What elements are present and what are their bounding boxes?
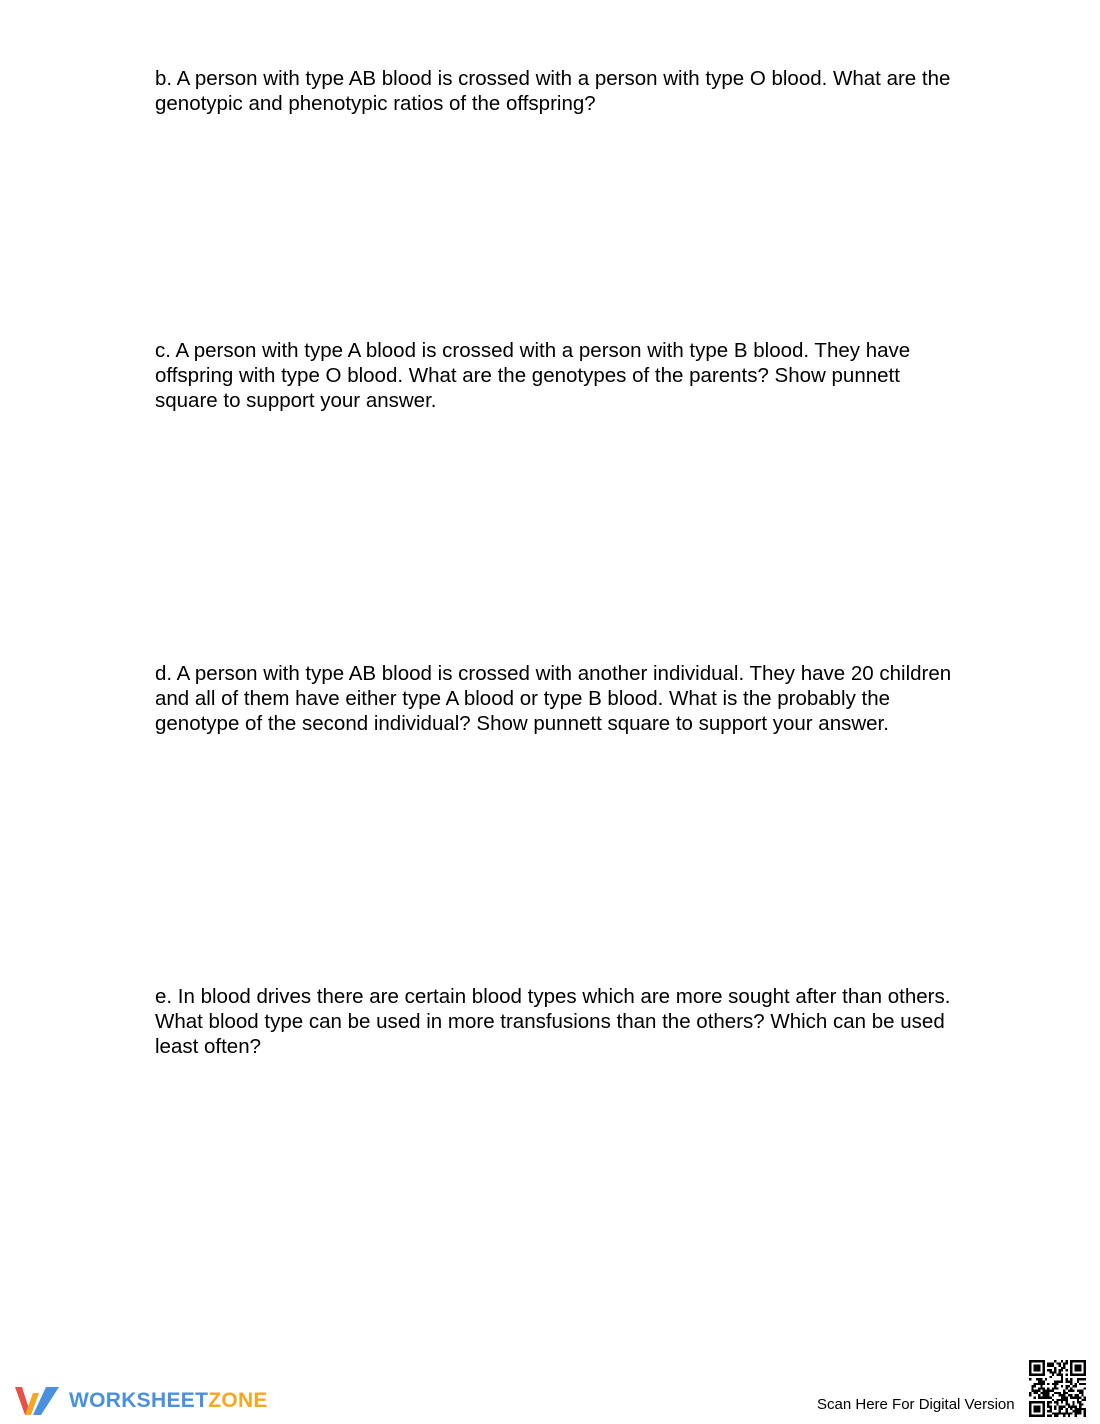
question-e-text: e. In blood drives there are certain blood types which are more sought after than others. What blood type can be used in more transfusions than the others? Which can be used least often? (155, 985, 951, 1058)
question-c (155, 338, 1015, 413)
logo-wordmark (69, 1389, 268, 1413)
question-d (155, 661, 1015, 736)
question-e (155, 984, 1015, 1059)
logo-word-worksheet: WORKSHEET (69, 1389, 209, 1412)
logo-word-zone: ZONE (208, 1389, 268, 1412)
scan-here-text: Scan Here For Digital Version (817, 1396, 1015, 1413)
question-c-text: c. A person with type A blood is crossed with a person with type B blood. They have offspring with type O blood. What are the genotypes of the parents? Show punnett square to support your answer. (155, 339, 911, 412)
question-b (155, 66, 1015, 116)
qr-code-icon[interactable] (1029, 1360, 1086, 1417)
question-d-text: d. A person with type AB blood is crossed with another individual. They have 20 children and all of them have either type A blood or type B blood. What is the probably the genotype of the second individual? Show punnett square to support your answer. (155, 662, 952, 735)
question-b-text: b. A person with type AB blood is crossed with a person with type O blood. What are the genotypic and phenotypic ratios of the offspring? (155, 67, 951, 115)
worksheetzone-logo (13, 1383, 268, 1419)
worksheetzone-logo-icon (13, 1383, 61, 1419)
